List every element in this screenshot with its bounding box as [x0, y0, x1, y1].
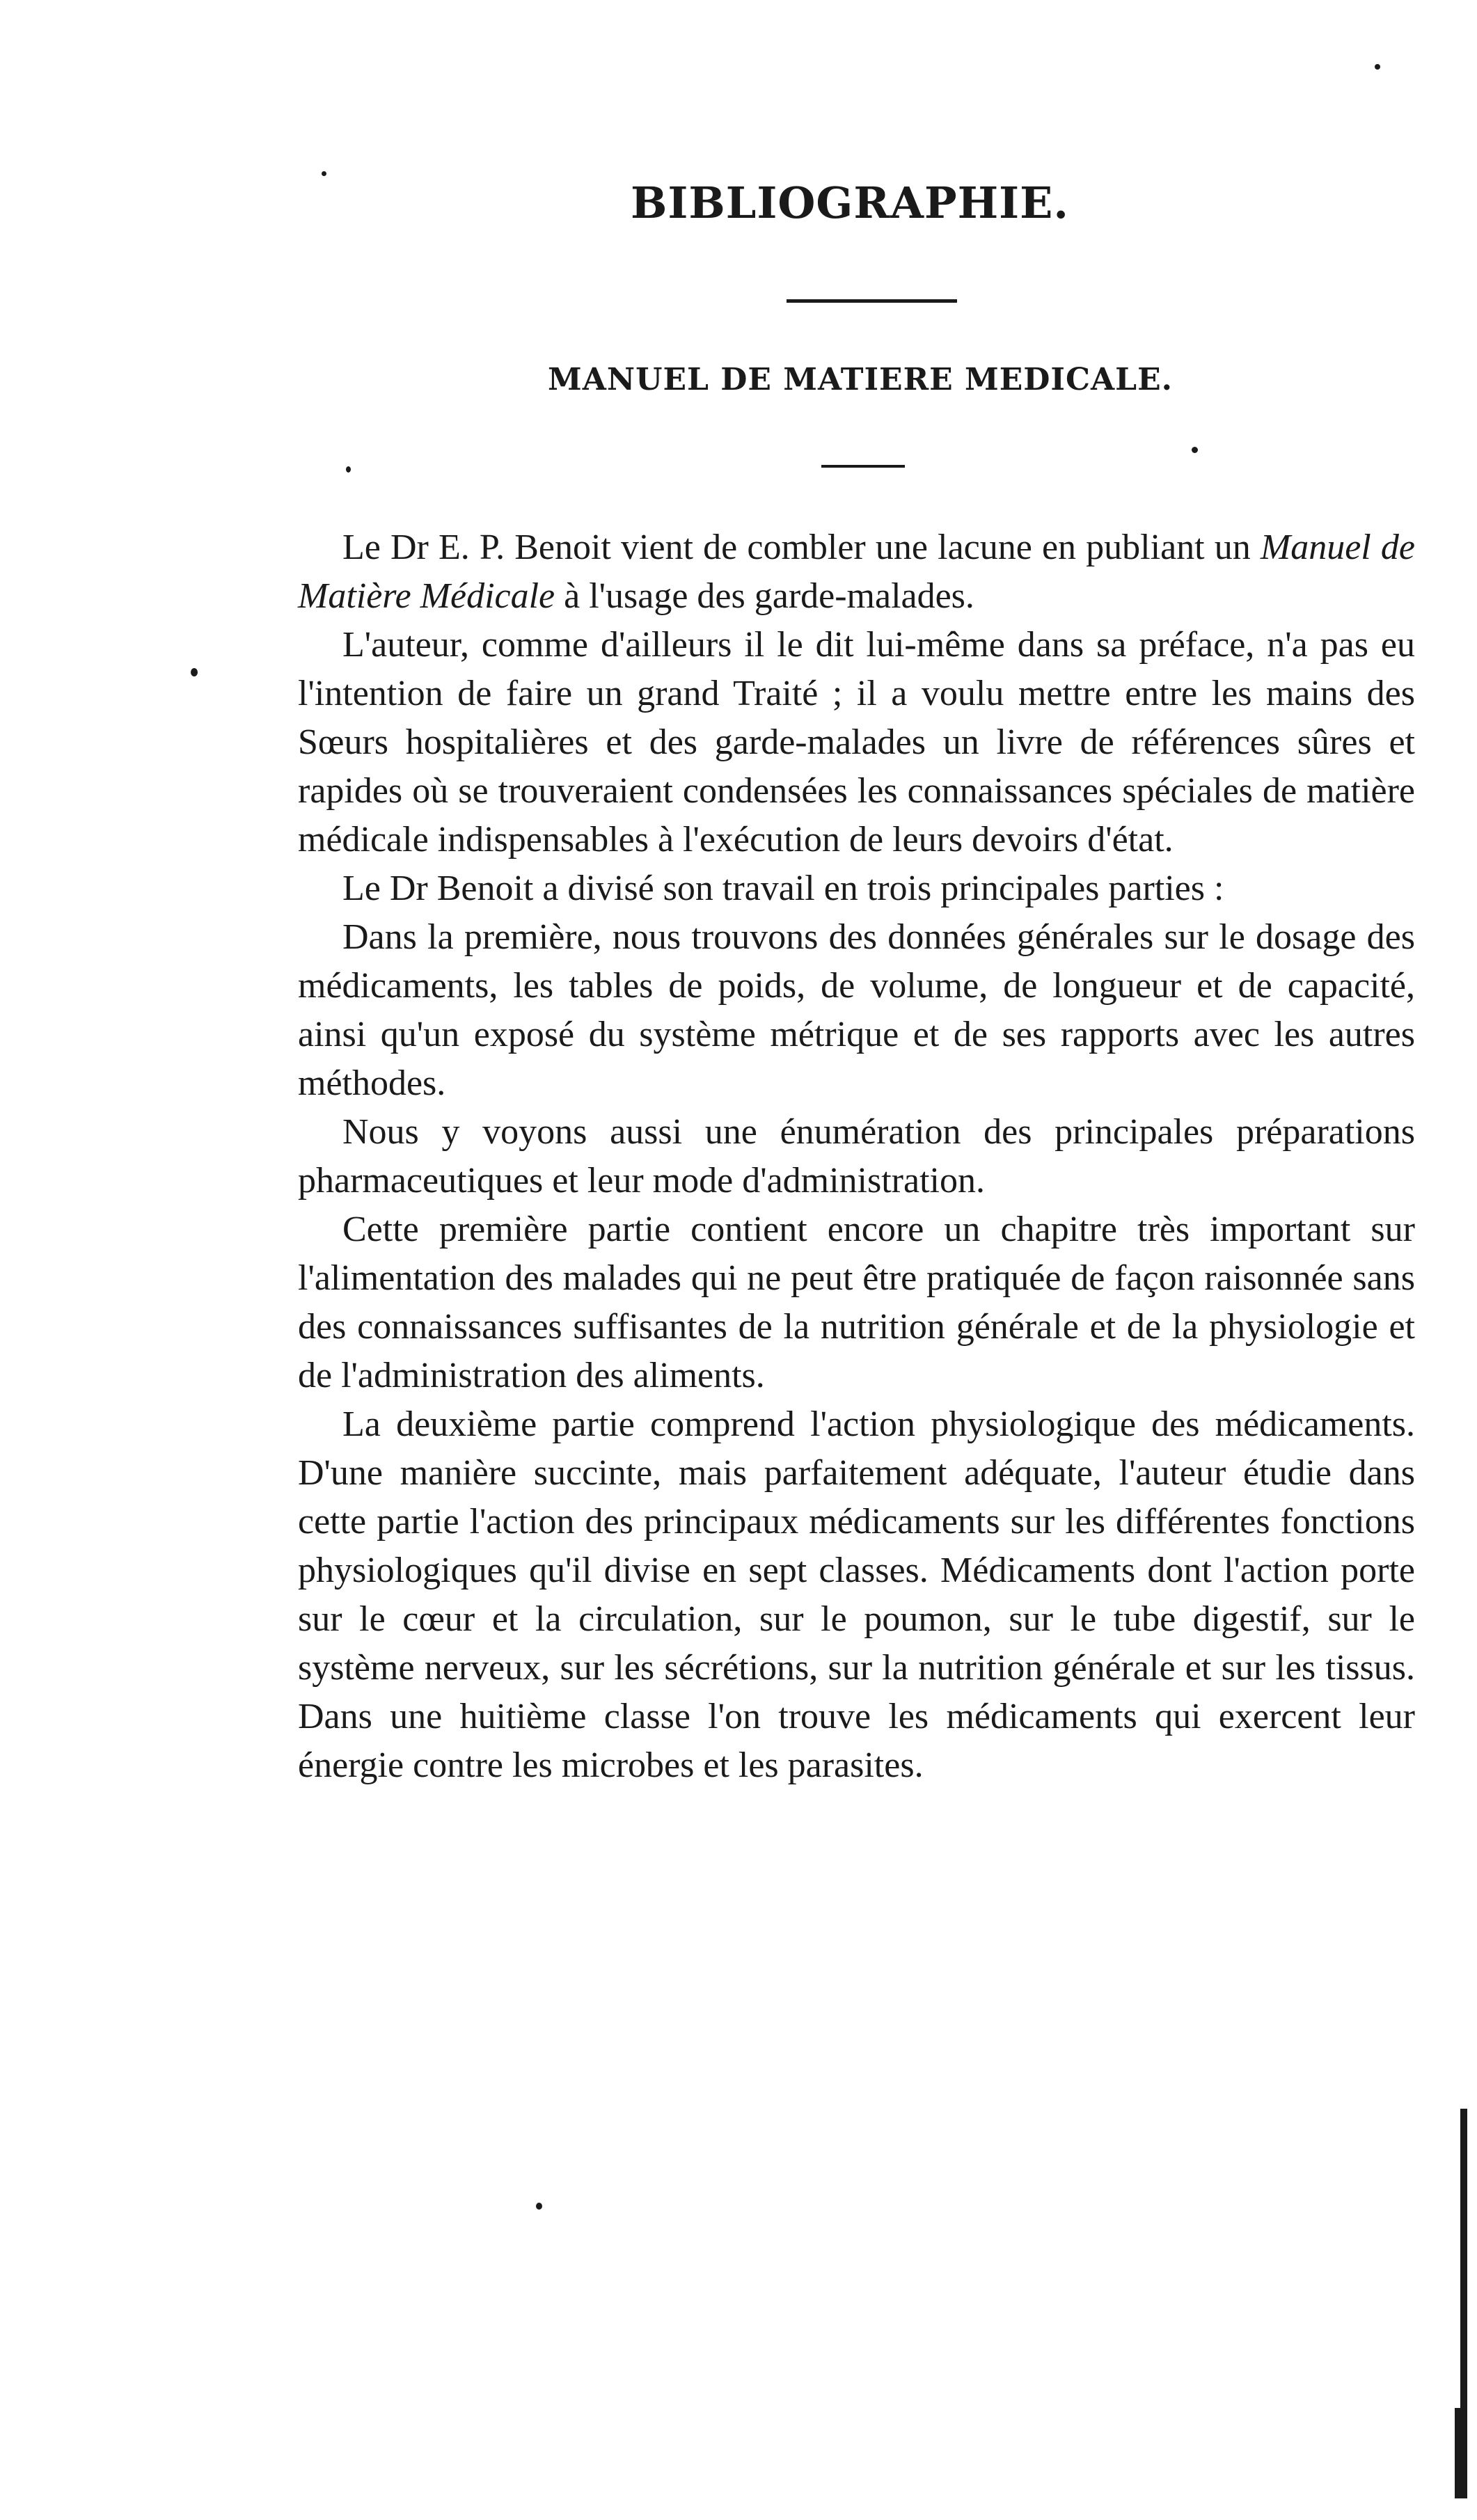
scan-speck	[191, 668, 198, 676]
book-title: Manuel de Matière Médicale	[298, 528, 1415, 616]
paragraph: Nous y voyons aussi une énumération des principales préparations pharmaceutiques et leur mode d'administration.	[298, 1112, 1415, 1200]
paragraph: Cette première partie contient encore un chapitre très important sur l'alimentation des malades qui ne peut être pratiquée de façon raisonnée sans des connaissances suffisantes de la nutrition générale et de la physiologie et de l'administration des aliments.	[298, 1210, 1415, 1395]
section-divider	[821, 465, 905, 468]
heading-divider	[787, 299, 957, 303]
scan-speck	[536, 2203, 542, 2210]
paragraph: Le Dr Benoit a divisé son travail en trois principales parties :	[342, 869, 1224, 908]
paragraph: Dans la première, nous trouvons des données générales sur le dosage des médicaments, les tables de poids, de volume, de longueur et de capacité, ainsi qu'un exposé du système métrique et de ses rapports avec les autres méthodes.	[298, 917, 1415, 1103]
scan-speck	[346, 466, 351, 473]
scan-speck	[322, 171, 326, 176]
scan-speck	[1192, 447, 1198, 453]
section-title: MANUEL DE MATIERE MEDICALE.	[548, 362, 1173, 397]
page-heading: BIBLIOGRAPHIE.	[630, 177, 1070, 228]
paragraph: L'auteur, comme d'ailleurs il le dit lui-même dans sa préface, n'a pas eu l'intention de faire un grand Traité ; il a voulu mettre entre les mains des Sœurs hospitalières et des garde-malades un livre de références sûres et rapides où se trouveraient condensées les connaissances spéciales de matière médicale indispensables à l'exécution de leurs devoirs d'état.	[298, 625, 1415, 859]
article-body	[298, 523, 1415, 1790]
paragraph: La deuxième partie comprend l'action physiologique des médicaments. D'une manière succinte, mais parfaitement adéquate, l'auteur étudie dans cette partie l'action des principaux médicaments sur les différentes fonctions physiologiques qu'il divise en sept classes. Médicaments dont l'action porte sur le cœur et la circulation, sur le poumon, sur le tube digestif, sur le système nerveux, sur les sécrétions, sur la nutrition générale et sur les tissus. Dans une huitième classe l'on trouve les médicaments qui exercent leur énergie contre les microbes et les parasites.	[298, 1404, 1415, 1785]
page-edge-mark	[1455, 2408, 1467, 2498]
paragraph: Le Dr E. P. Benoit vient de combler une lacune en publiant un Manuel de Matière Médicale à l'usage des garde-malades.	[298, 528, 1415, 616]
scan-speck	[1375, 64, 1380, 70]
